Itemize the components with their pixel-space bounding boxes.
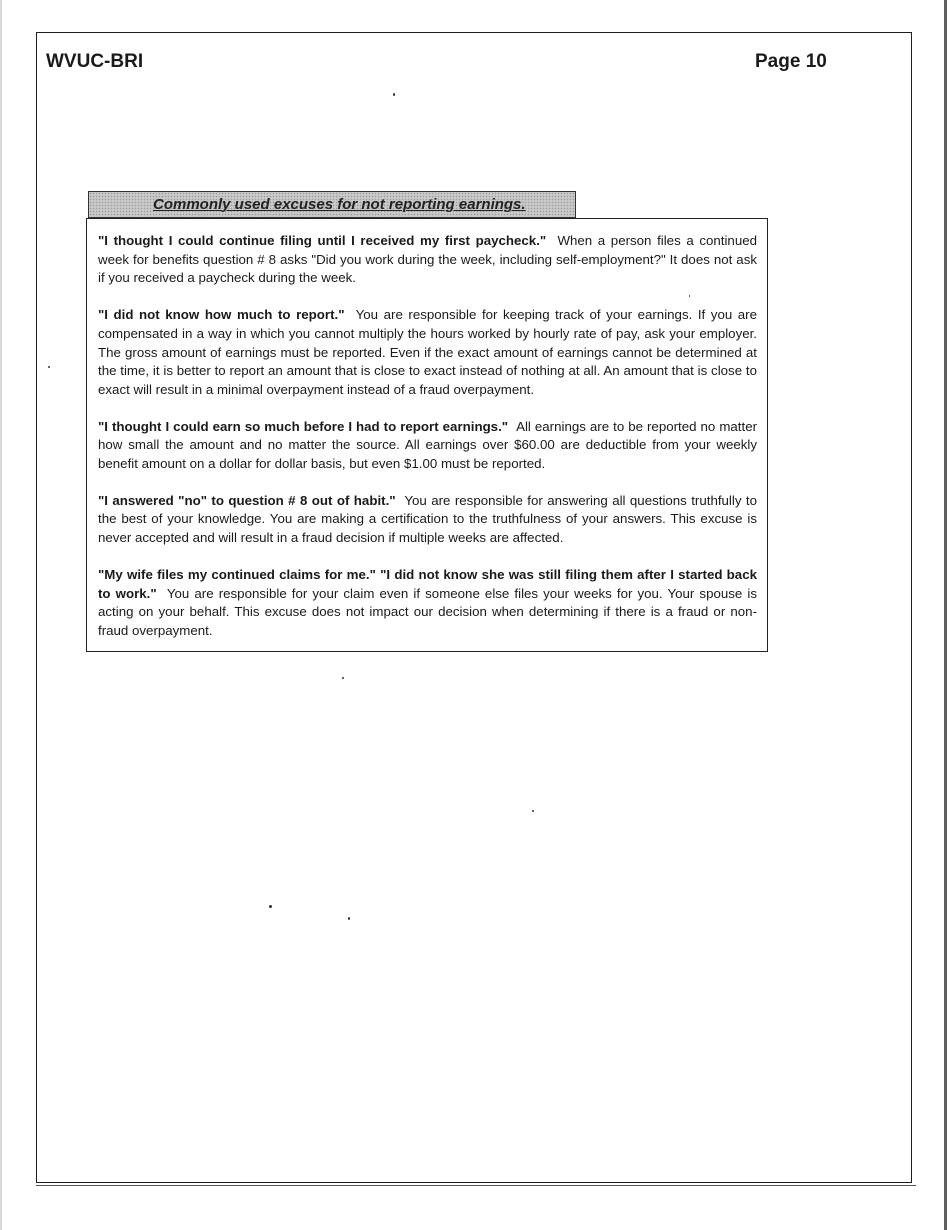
- excuse-explanation: When a person files a continued week for benefits question # 8 asks "Did you work during the week, including self-employment?" It does not ask if you received a paycheck during the week.: [98, 233, 758, 286]
- page-frame-shadow-line: [36, 1185, 916, 1186]
- scan-speck: [269, 905, 272, 908]
- scan-edge-right: [944, 0, 947, 1230]
- scan-speck: [689, 295, 690, 297]
- scan-speck: [342, 677, 344, 679]
- scan-speck: [48, 366, 50, 368]
- scan-speck: [532, 810, 534, 812]
- excuse-explanation: You are responsible for keeping track of your earnings. If you are compensated in a way in which you cannot multiply the hours worked by hourly rate of pay, ask your employer. The gross amount of earnings must be reported. Even if the exact amount of earnings cannot be determined at the time, it is better to report an amount that is close to exact instead of nothing at all. An amount that is close to exact will result in a minimal overpayment instead of a fraud overpayment.: [98, 307, 758, 397]
- excuse-quote: "My wife files my continued claims for me." "I did not know she was still filing them after I started back to work.": [98, 566, 757, 601]
- scan-speck: [393, 93, 395, 96]
- excuse-quote: "I answered "no" to question # 8 out of habit.": [98, 492, 396, 508]
- excuse-quote: "I thought I could earn so much before I had to report earnings.": [98, 418, 509, 434]
- section-title: Commonly used excuses for not reporting earnings.: [153, 196, 526, 213]
- excuse-quote: "I thought I could continue filing until I received my first paycheck.": [98, 233, 547, 248]
- excuse-explanation: You are responsible for your claim even if someone else files your weeks for you. Your spouse is acting on your behalf. This excuse does not impact our decision when determining if there is a fraud or non-fraud overpayment.: [98, 585, 758, 638]
- page-number: Page 10: [755, 51, 827, 72]
- scan-edge-left: [0, 0, 2, 1230]
- excuse-item: [98, 232, 757, 288]
- excuse-explanation: All earnings are to be reported no matter how small the amount and no matter the source. All earnings over $60.00 are deductible from your weekly benefit amount on a dollar for dollar basis, but even $1.00 must be reported.: [98, 418, 758, 472]
- excuse-item: [98, 492, 757, 548]
- excuse-explanation: You are responsible for answering all questions truthfully to the best of your knowledge. You are making a certification to the truthfulness of your answers. This excuse is never accepted and will result in a fraud decision if multiple weeks are affected.: [98, 492, 757, 546]
- excuse-item: [98, 306, 757, 400]
- document-id: WVUC-BRI: [46, 51, 144, 72]
- excuse-quote: "I did not know how much to report.": [98, 307, 345, 323]
- excuses-box: [86, 218, 768, 652]
- excuse-item: [98, 418, 757, 474]
- excuse-item: [98, 566, 757, 641]
- section-title-box: [88, 191, 576, 218]
- scan-speck: [348, 917, 350, 920]
